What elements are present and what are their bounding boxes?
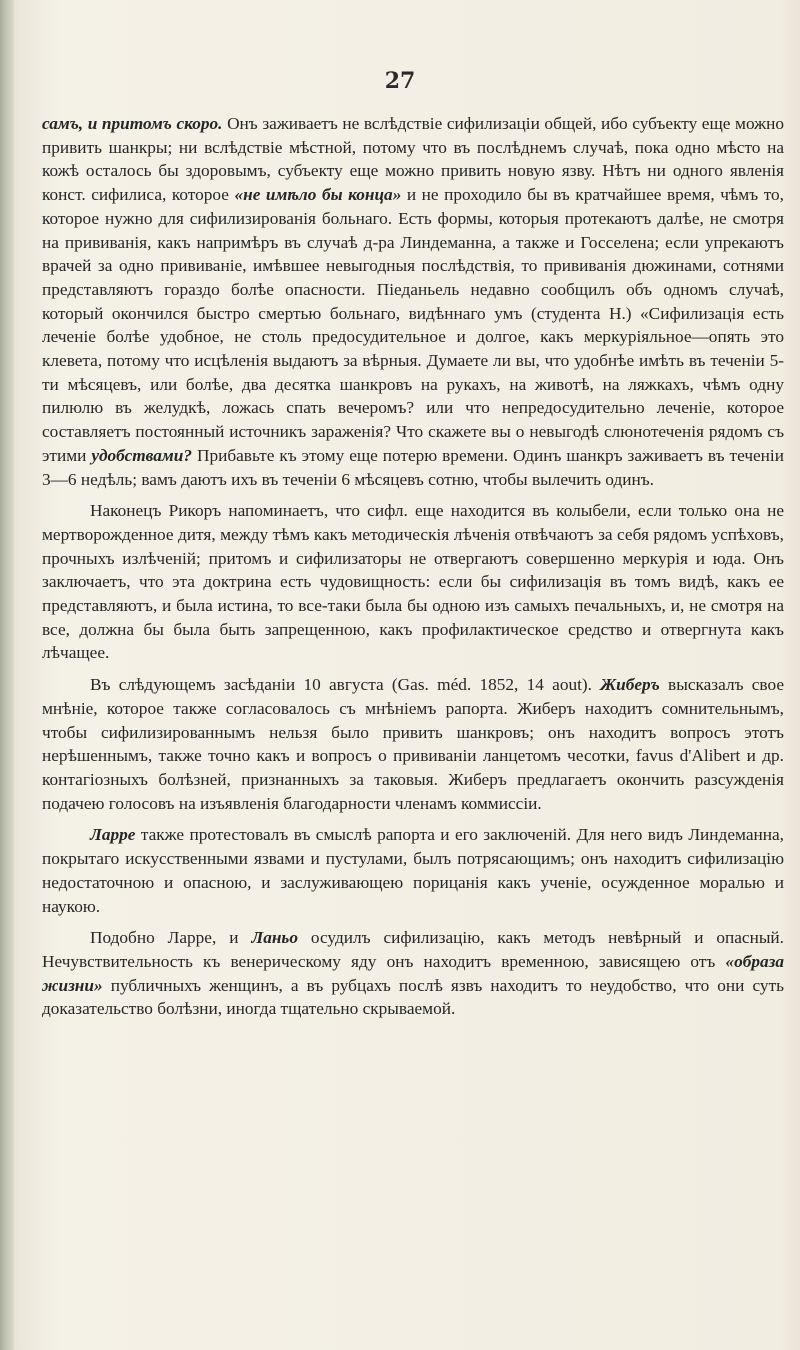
- text-segment: удобствами?: [91, 445, 193, 465]
- text-segment: также протестовалъ въ смыслѣ рапорта и его заключеній. Для него видъ Линдеманна, покрытаго искусственными язвами и пустулами, былъ потрясающимъ; онъ находитъ сифилизацію недостаточною и опасною, и заслуживающею порицанія какъ ученіе, осужденное моралью и наукою.: [42, 825, 784, 916]
- book-spine-edge: [0, 0, 14, 1350]
- text-segment: осудилъ сифилизацію, какъ методъ невѣрный и опасный. Нечувствительность къ венерическому яду онъ находитъ временною, зависящею отъ: [42, 928, 784, 971]
- text-segment: Наконецъ Рикоръ напоминаетъ, что сифл. еще находится въ колыбели, если только она не мертворожденное дитя, между тѣмъ какъ методическія лѣченія отвѣчаютъ за себя рядомъ успѣховъ, прочныхъ излѣченій; притомъ и сифилизаторы не отвергаютъ совершенно меркурія и юда. Онъ заключаетъ, что эта доктрина есть чудовищность: если бы сифилизація въ томъ видѣ, какъ ее представляютъ, и была истина, то все-таки была бы одною изъ самыхъ печальныхъ, и, не смотря на все, должна бы была быть запрещенною, какъ профилактическое средство и отвергнута какъ лѣчащее.: [42, 501, 784, 663]
- text-segment: и не проходило бы въ кратчайшее время, чѣмъ то, которое нужно для сифилизированія больнаго. Есть формы, которыя протекаютъ далѣе, не смотря на прививанія, какъ напримѣръ въ случаѣ д-ра Линдеманна, а также и Госселена; если упрекаютъ врачей за одно прививаніе, имѣвшее невыгодныя послѣдствія, то прививанія дюжинами, сотнями представляютъ гораздо болѣе опасности. Піеданьель недавно сообщилъ объ одномъ случаѣ, который окончился быстро смертью больнаго, видѣннаго умъ (студента Н.) «Сифилизація есть леченіе болѣе удобное, не столь предосудительное и долгое, какъ меркуріяльное—опять это клевета, потому что исцѣленія выдаютъ за вѣрныя. Думаете ли вы, что удобнѣе имѣть въ теченіи 5-ти мѣсяцевъ, или болѣе, два десятка шанкровъ на рукахъ, на животѣ, на ляжкахъ, чѣмъ одну пилюлю въ желудкѣ, ложась спать вечеромъ? или что непредосудительно леченіе, которое составляетъ постоянный источникъ зараженія? Что скажете вы о невыгодѣ слюнотеченія рядомъ съ этими: [42, 185, 784, 465]
- text-segment: Подобно Ларре, и: [90, 928, 252, 948]
- text-segment: высказалъ свое мнѣніе, которое также согласовалось съ мнѣніемъ рапорта. Жиберъ находитъ сомнительнымъ, чтобы сифилизированнымъ нельзя было привить шанкровъ; онъ находитъ вопросъ этотъ нерѣшеннымъ, также точно какъ и вопросъ о прививаніи ланцетомъ чесотки, favus d'Alibert и др. контагіозныхъ болѣзней, признанныхъ за таковыя. Жиберъ предлагаетъ окончить разсужденія подачею голосовъ на изъявленія благодарности членамъ коммиссіи.: [42, 675, 784, 813]
- text-segment: Жиберъ: [600, 675, 660, 695]
- text-segment: Въ слѣдующемъ засѣданіи 10 августа (Gas. méd. 1852, 14 aout).: [90, 675, 601, 695]
- text-segment: Прибавьте къ этому еще потерю времени. Одинъ шанкръ заживаетъ въ теченіи 3—6 недѣль; вамъ даютъ ихъ въ теченіи 6 мѣсяцевъ сотню, чтобы вылечить одинъ.: [42, 445, 784, 489]
- page-number: 27: [384, 68, 416, 94]
- paragraph-5: [42, 926, 784, 1021]
- text-segment: Ланьо: [251, 928, 298, 948]
- paragraph-3: [42, 673, 784, 815]
- text-segment: «образа жизни»: [42, 951, 784, 995]
- page-body: [42, 112, 784, 1021]
- paragraph-4: [42, 823, 784, 918]
- text-segment: «не имѣло бы конца»: [234, 185, 402, 205]
- text-segment: Онъ заживаетъ не вслѣдствіе сифилизаціи общей, ибо субъекту еще можно привить шанкры; ни вслѣдствіе мѣстной, потому что въ послѣднемъ случаѣ, пока одно мѣсто на кожѣ осталось бы здоровымъ, субъекту еще можно привить новую язву. Нѣтъ ни одного явленія конст. сифилиса, которое: [42, 114, 784, 205]
- paragraph-2: [42, 499, 784, 665]
- text-segment: публичныхъ женщинъ, а въ рубцахъ послѣ язвъ находитъ то неудобство, что они суть доказательство болѣзни, иногда тщательно скрываемой.: [42, 975, 784, 1019]
- paragraph-1: [42, 112, 784, 491]
- text-segment: Ларре: [90, 825, 136, 845]
- text-segment: самъ, и притомъ скоро.: [42, 114, 223, 133]
